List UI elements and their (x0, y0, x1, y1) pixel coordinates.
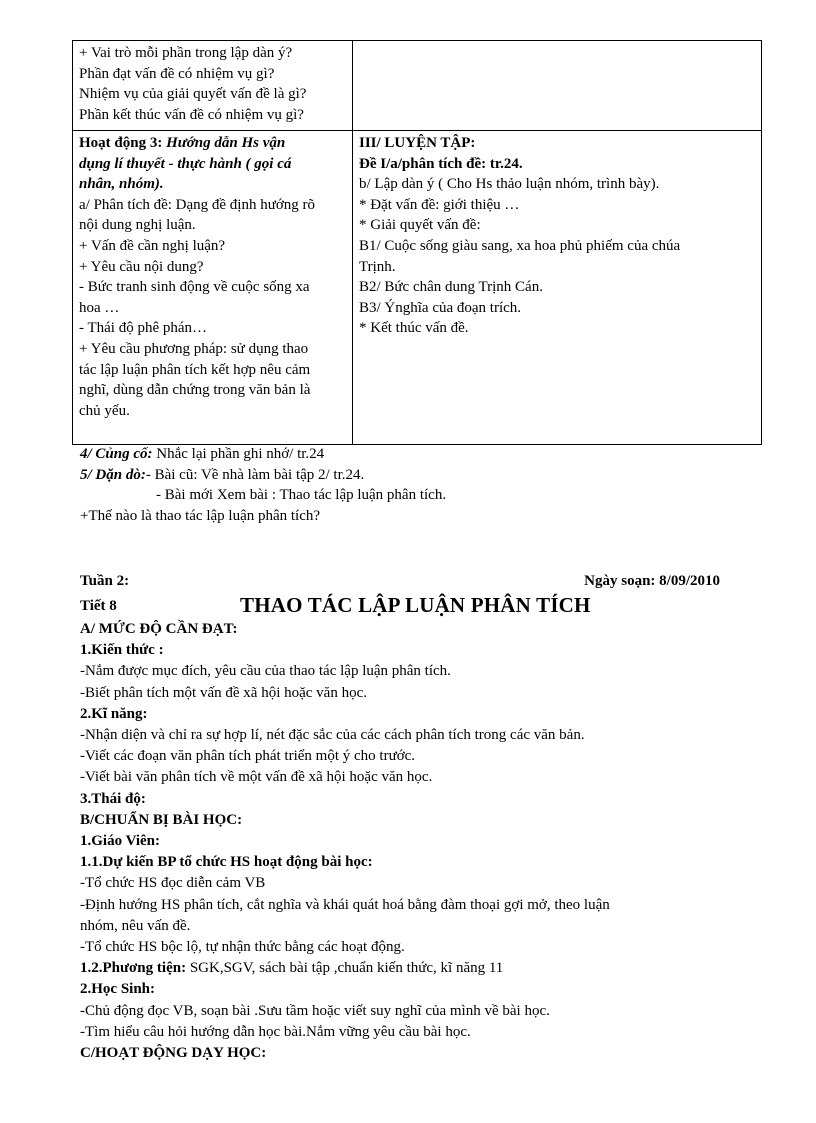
left-line: - Thái độ phê phán… (79, 320, 208, 337)
week-label: Tuần 2: (80, 573, 130, 589)
consolidation-text: Nhắc lại phần ghi nhớ/ tr.24 (152, 446, 325, 462)
body-line: -Chủ động đọc VB, soạn bài .Sưu tầm hoặc viết suy nghĩ của mình về bài học. (80, 1002, 550, 1019)
body-line: A/ MỨC ĐỘ CẦN ĐẠT: (80, 621, 238, 637)
activity-text: Hướng dẫn Hs vận (166, 135, 286, 151)
prepared-date: Ngày soạn: 8/09/2010 (584, 573, 720, 589)
body-line: 1.Kiến thức : (80, 642, 164, 659)
lesson-body (80, 619, 740, 1064)
table-row (73, 131, 762, 445)
body-line: -Tổ chức HS đọc diễn cảm VB (80, 875, 266, 892)
body-line: 2.Học Sinh: (80, 981, 156, 998)
activity-line: nhân, nhóm). (79, 176, 164, 193)
practice-heading: III/ LUYỆN TẬP: (359, 135, 476, 151)
facilities-line (80, 958, 740, 979)
body-line: B/CHUẨN BỊ BÀI HỌC: (80, 811, 243, 828)
left-line: + Vai trò mỗi phần trong lập dàn ý? (79, 45, 293, 61)
practice-line: * Kết thúc vấn đề. (359, 320, 469, 337)
left-cell-activity (73, 131, 353, 445)
practice-line: * Đặt vấn đề: giới thiệu … (359, 196, 520, 213)
body-line: -Định hướng HS phân tích, cắt nghĩa và khái quát hoá bằng đàm thoại gợi mở, theo luận (80, 896, 610, 913)
left-line: Phần kết thúc vấn đề có nhiệm vụ gì? (79, 106, 304, 123)
body-line: -Viết các đoạn văn phân tích phát triển một ý cho trước. (80, 748, 416, 765)
practice-line: b/ Lập dàn ý ( Cho Hs thảo luận nhóm, trình bày). (359, 176, 660, 193)
left-line: nghĩ, dùng dẫn chứng trong văn bản là (79, 382, 311, 399)
body-line: 3.Thái độ: (80, 790, 146, 807)
left-line: Nhiệm vụ của giải quyết vấn đề là gì? (79, 86, 307, 103)
question-line: +Thế nào là thao tác lập luận phân tích? (80, 507, 321, 524)
left-line: tác lập luận phân tích kết hợp nêu cảm (79, 361, 311, 378)
practice-line: B3/ Ýnghĩa của đoạn trích. (359, 299, 522, 316)
body-line: -Nhận diện và chỉ ra sự hợp lí, nét đặc sắc của các cách phân tích trong các văn bản. (80, 727, 585, 744)
left-line: a/ Phân tích đề: Dạng đề định hướng rõ (79, 196, 316, 213)
homework-label: 5/ Dặn dò: (80, 466, 146, 483)
body-line: 1.1.Dự kiến BP tổ chức HS hoạt động bài học: (80, 854, 373, 871)
practice-de-line (359, 154, 756, 175)
activity-line (79, 133, 347, 154)
consolidation-line (80, 444, 740, 465)
practice-line: B2/ Bức chân dung Trịnh Cán. (359, 279, 543, 296)
table-row (73, 41, 762, 131)
body-line: -Tổ chức HS bộc lộ, tự nhận thức bằng các hoạt động. (80, 939, 405, 956)
left-line: + Yêu cầu nội dung? (79, 258, 204, 275)
body-line: 2.Kĩ năng: (80, 705, 148, 722)
lesson-title: THAO TÁC LẬP LUẬN PHÂN TÍCH (240, 593, 591, 617)
consolidation-section (80, 444, 740, 526)
body-line: -Viết bài văn phân tích về một vấn đề xã hội hoặc văn học. (80, 769, 433, 786)
left-line: chủ yếu. (79, 402, 130, 419)
practice-line: Trịnh. (359, 258, 396, 275)
activity-line: dụng lí thuyết - thực hành ( gọi cá (79, 155, 292, 172)
left-line: nội dung nghị luận. (79, 217, 196, 234)
consolidation-label: 4/ Củng cố: (80, 446, 153, 462)
left-line: + Yêu cầu phương pháp: sử dụng thao (79, 340, 309, 357)
left-line: Phần đạt vấn đề có nhiệm vụ gì? (79, 65, 275, 82)
left-line: hoa … (79, 299, 120, 316)
practice-de-ref: tr.24. (489, 155, 523, 172)
body-line: -Nắm được mục đích, yêu cầu của thao tác lập luận phân tích. (80, 663, 451, 680)
period-label: Tiết 8 (80, 598, 117, 614)
left-cell-top (73, 41, 353, 131)
body-line: nhóm, nêu vấn đề. (80, 917, 191, 934)
lesson-table (72, 40, 762, 445)
body-line: 1.Giáo Viên: (80, 833, 161, 850)
body-line: -Biết phân tích một vấn đề xã hội hoặc văn học. (80, 684, 367, 701)
activity-label: Hoạt động 3: (79, 135, 167, 151)
facilities-text: SGK,SGV, sách bài tập ,chuẩn kiến thức, kĩ năng 11 (186, 960, 504, 977)
practice-line: B1/ Cuộc sống giàu sang, xa hoa phủ phiếm của chúa (359, 237, 681, 254)
practice-de-prefix: Đề I/a/phân tích đề: (359, 155, 490, 172)
right-cell-practice (353, 131, 762, 445)
homework-line (80, 465, 740, 486)
next-lesson-line: - Bài mới Xem bài : Thao tác lập luận phân tích. (156, 487, 447, 503)
facilities-label: 1.2.Phương tiện: (80, 960, 187, 977)
right-cell-top (353, 41, 762, 131)
body-line: -Tìm hiểu câu hỏi hướng dẫn học bài.Nắm vững yêu cầu bài học. (80, 1023, 471, 1040)
practice-line: * Giải quyết vấn đề: (359, 217, 481, 234)
left-line: + Vấn đề cần nghị luận? (79, 237, 226, 254)
left-line: - Bức tranh sinh động về cuộc sống xa (79, 279, 310, 296)
body-line: C/HOẠT ĐỘNG DẠY HỌC: (80, 1045, 267, 1062)
homework-text: - Bài cũ: Về nhà làm bài tập 2/ tr.24. (145, 466, 365, 483)
